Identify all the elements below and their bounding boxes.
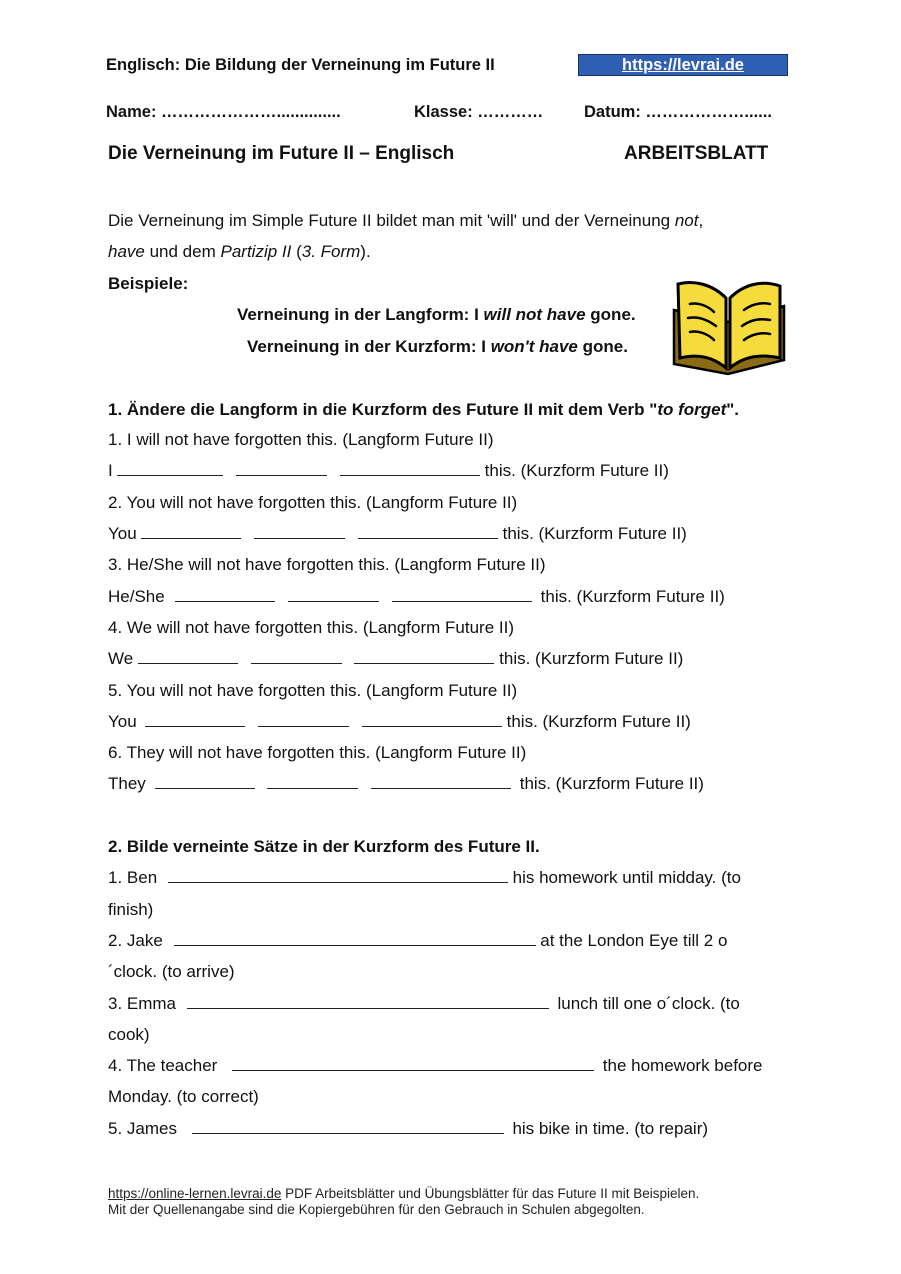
answer-blank[interactable] <box>258 712 349 727</box>
task2-item: 5. James his bike in time. (to repair) <box>108 1119 709 1138</box>
answer-blank[interactable] <box>141 524 241 539</box>
task1-answer-row: You this. (Kurzform Future II) <box>108 524 687 543</box>
task1-question: 4. We will not have forgotten this. (Langform Future II) <box>108 618 514 637</box>
footer-link[interactable]: https://online-lernen.levrai.de <box>108 1186 282 1201</box>
task1-question: 1. I will not have forgotten this. (Langform Future II) <box>108 430 494 449</box>
answer-blank[interactable] <box>174 931 536 946</box>
examples-label: Beispiele: <box>108 274 189 293</box>
task2-item: 4. The teacher the homework before <box>108 1056 763 1075</box>
answer-blank[interactable] <box>192 1119 504 1134</box>
task2-item: 3. Emma lunch till one o´clock. (to <box>108 994 740 1013</box>
task2-item: 1. Ben his homework until midday. (to <box>108 868 741 887</box>
answer-blank[interactable] <box>236 461 327 476</box>
site-link-box[interactable] <box>578 54 788 76</box>
task2-item-cont: cook) <box>108 1025 150 1044</box>
answer-blank[interactable] <box>117 461 223 476</box>
task1-answer-row: They this. (Kurzform Future II) <box>108 774 704 793</box>
task1-question: 5. You will not have forgotten this. (Langform Future II) <box>108 681 518 700</box>
answer-blank[interactable] <box>371 774 511 789</box>
answer-blank[interactable] <box>251 649 342 664</box>
answer-blank[interactable] <box>267 774 358 789</box>
task2-item-cont: ´clock. (to arrive) <box>108 962 235 981</box>
answer-blank[interactable] <box>358 524 498 539</box>
task1-question: 2. You will not have forgotten this. (Langform Future II) <box>108 493 518 512</box>
task2-item-cont: finish) <box>108 900 154 919</box>
task2-item: 2. Jake at the London Eye till 2 o <box>108 931 728 950</box>
intro-line-1: Die Verneinung im Simple Future II bildet man mit 'will' und der Verneinung not, <box>108 211 704 230</box>
name-field: Name: ………………….............. <box>106 103 341 121</box>
answer-blank[interactable] <box>340 461 480 476</box>
worksheet-type: ARBEITSBLATT <box>624 143 769 164</box>
answer-blank[interactable] <box>288 587 379 602</box>
task2-heading: 2. Bilde verneinte Sätze in der Kurzform des Future II. <box>108 837 540 856</box>
answer-blank[interactable] <box>362 712 502 727</box>
task2-item-cont: Monday. (to correct) <box>108 1087 259 1106</box>
answer-blank[interactable] <box>175 587 275 602</box>
footer-line-1: https://online-lernen.levrai.de PDF Arbeitsblätter und Übungsblätter für das Future II mit Beispielen. <box>108 1186 700 1201</box>
answer-blank[interactable] <box>392 587 532 602</box>
answer-blank[interactable] <box>354 649 494 664</box>
site-link[interactable]: https://levrai.de <box>622 56 744 74</box>
open-book-icon <box>668 276 790 376</box>
answer-blank[interactable] <box>155 774 255 789</box>
answer-blank[interactable] <box>187 994 549 1009</box>
task1-answer-row: You this. (Kurzform Future II) <box>108 712 691 731</box>
page-title: Die Verneinung im Future II – Englisch <box>108 143 455 164</box>
example-langform: Verneinung in der Langform: I will not have gone. <box>237 305 636 324</box>
task1-answer-row: We this. (Kurzform Future II) <box>108 649 684 668</box>
answer-blank[interactable] <box>145 712 245 727</box>
answer-blank[interactable] <box>138 649 238 664</box>
intro-line-2: have und dem Partizip II (3. Form). <box>108 242 371 261</box>
klasse-field: Klasse: ………… <box>414 103 544 121</box>
footer-line-2: Mit der Quellenangabe sind die Kopiergebühren für den Gebrauch in Schulen abgegolten. <box>108 1202 645 1217</box>
task1-heading: 1. Ändere die Langform in die Kurzform des Future II mit dem Verb "to forget". <box>108 400 740 419</box>
answer-blank[interactable] <box>254 524 345 539</box>
task1-question: 6. They will not have forgotten this. (Langform Future II) <box>108 743 527 762</box>
answer-blank[interactable] <box>168 868 508 883</box>
answer-blank[interactable] <box>232 1056 594 1071</box>
task1-answer-row: He/She this. (Kurzform Future II) <box>108 587 725 606</box>
datum-field: Datum: ………………...... <box>584 103 772 121</box>
example-kurzform: Verneinung in der Kurzform: I won't have gone. <box>247 337 628 356</box>
task1-answer-row: I this. (Kurzform Future II) <box>108 461 669 480</box>
task1-question: 3. He/She will not have forgotten this. (Langform Future II) <box>108 555 546 574</box>
worksheet-subject: Englisch: Die Bildung der Verneinung im Future II <box>106 56 495 74</box>
